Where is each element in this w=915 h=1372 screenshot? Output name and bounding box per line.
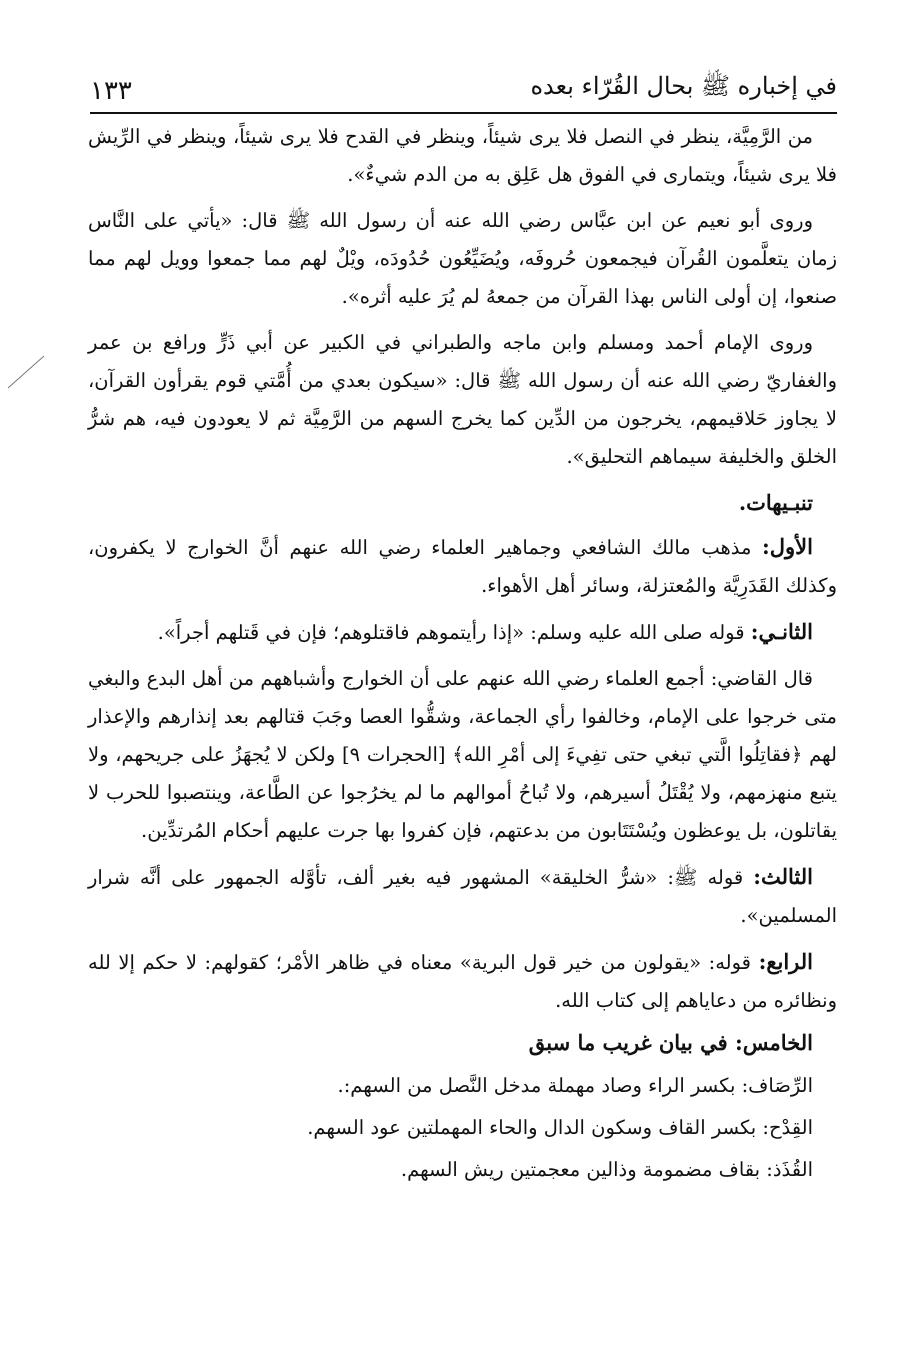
- glossary-term: الرِّصَاف:: [741, 1074, 813, 1097]
- paragraph-abu-nuaim: وروى أبو نعيم عن ابن عبَّاس رضي الله عنه أن رسول الله ﷺ قال: «يأتي على النَّاس زمان يتعلَّمون القُرآن فيجمعون حُروفَه، ويُضَيِّعُون حُدُودَه، ويْلٌ لهم مما جمعوا وويل لهم مما صنعوا، إن أولى الناس بهذا القرآن من جمعهُ لم يُرَ عليه أثره».: [88, 209, 837, 308]
- note-third: [88, 858, 837, 935]
- note-first-text: مذهب مالك الشافعي وجماهير العلماء رضي الله عنهم أنَّ الخوارج لا يكفرون، وكذلك القَدَرِيَّة والمُعتزلة، وسائر أهل الأهواء.: [88, 536, 837, 597]
- glossary-item: [88, 1151, 837, 1189]
- paragraph-qadi: قال القاضي: أجمع العلماء رضي الله عنهم على أن الخوارج وأشباههم من أهل البدع والبغي متى خرجوا على الإمام، وخالفوا رأي الجماعة، وشقُّوا العصا وجَبَ قتالهم بعد إنذارهم والإعذار لهم ﴿فقاتِلُوا الَّتي تبغي حتى تفِيءَ إلى أمْرِ الله﴾ [الحجرات ٩] ولكن لا يُجهَزُ على جريحهم، ولا يتبع منهزمهم، ولا يُقْتَلُ أسيرهم، ولا تُباحُ أموالهم ما لم يخرُجوا عن الطَّاعة، وينتصبوا للحرب لا يقاتلون، بل يوعظون ويُسْتَتَابون من بدعتهم، فإن كفروا بها جرت عليهم أحكام المُرتدِّين.: [88, 667, 837, 842]
- note-fourth-text: قوله: «يقولون من خير قول البرية» معناه في ظاهر الأمْر؛ كقولهم: لا حكم إلا لله ونظائره من دعاياهم إلى كتاب الله.: [88, 951, 837, 1012]
- note-fifth-lead: الخامس:: [735, 1030, 813, 1055]
- glossary-definition: بقاف مضمومة وذالين معجمتين ريش السهم.: [400, 1158, 767, 1181]
- glossary-term: القُذَذ:: [766, 1158, 813, 1181]
- page-header: [90, 58, 837, 114]
- running-title: في إخباره ﷺ بحال القُرّاء بعده: [530, 72, 837, 100]
- note-first-lead: الأول:: [762, 534, 813, 559]
- paragraph-imam-ahmad: وروى الإمام أحمد ومسلم وابن ماجه والطبراني في الكبير عن أبي ذَرٍّ ورافع بن عمر والغفاريّ رضي الله عنه أن رسول الله ﷺ قال: «سيكون بعدي من أُمَّتي قوم يقرأون القرآن، لا يجاوز حَلاقيمهم، يخرجون من الدِّين كما يخرج السهم من الرَّمِيَّة ثم لا يعودون فيه، هم شرُّ الخلق والخليفة سيماهم التحليق».: [88, 331, 837, 468]
- note-second: [88, 613, 837, 652]
- note-fifth-text: في بيان غريب ما سبق: [528, 1030, 736, 1055]
- glossary-term: القِدْح:: [762, 1116, 813, 1139]
- section-heading-tanbihat: تنبـيهات.: [738, 490, 813, 515]
- note-fifth: [88, 1024, 837, 1063]
- note-third-lead: الثالث:: [753, 864, 813, 889]
- glossary-definition: بكسر القاف وسكون الدال والحاء المهملتين عود السهم.: [307, 1116, 763, 1139]
- page-number: ١٣٣: [90, 76, 132, 106]
- page-body: [88, 118, 837, 1193]
- note-third-text: قوله ﷺ: «شرُّ الخليقة» المشهور فيه بغير ألف، تأوَّله الجمهور على أنَّه شرار المسلمين».: [88, 866, 837, 927]
- note-second-lead: الثانـي:: [750, 619, 813, 644]
- note-first: [88, 528, 837, 605]
- glossary-definition: بكسر الراء وصاد مهملة مدخل النَّصل من السهم:.: [337, 1074, 742, 1097]
- note-fourth: [88, 943, 837, 1020]
- paragraph-continuation: من الرَّمِيَّة، ينظر في النصل فلا يرى شيئاً، وينظر في القدح فلا يرى شيئاً، وينظر في الرِّيش فلا يرى شيئاً، ويتمارى في الفوق هل عَلِق به من الدم شيءٌ».: [88, 125, 837, 186]
- glossary-item: [88, 1109, 837, 1147]
- note-fourth-lead: الرابع:: [758, 949, 813, 974]
- glossary-item: [88, 1067, 837, 1105]
- margin-pencil-mark: [6, 352, 46, 392]
- note-second-text: قوله صلى الله عليه وسلم: «إذا رأيتموهم فاقتلوهم؛ فإن في قَتلهم أجراً».: [157, 621, 751, 644]
